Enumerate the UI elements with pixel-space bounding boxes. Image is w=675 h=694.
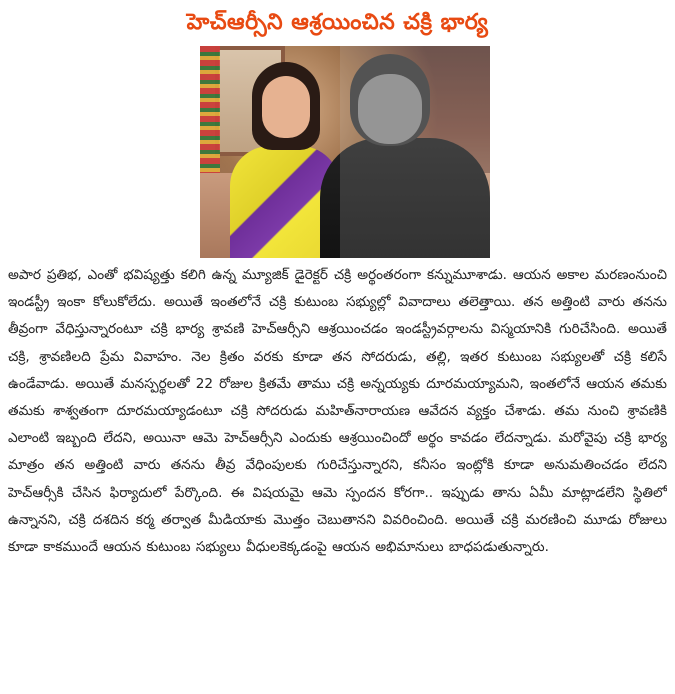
woman-face — [262, 76, 310, 138]
article-body — [8, 262, 667, 690]
headline: హెచ్ఆర్సీని ఆశ్రయించిన చక్రి భార్య — [186, 10, 489, 35]
couple-photo — [200, 46, 490, 258]
headline-bar — [0, 0, 675, 46]
photo-grayscale-half — [340, 46, 490, 258]
article-paragraph: అపార ప్రతిభ, ఎంతో భవిష్యత్తు కలిగి ఉన్న మ్యూజిక్ డైరెక్టర్ చక్రి అర్థంతరంగా కన్నుమూశాడు. ఆయన అకాల మరణంనుంచి ఇండస్ట్రీ ఇంకా కోలుకోలేదు. అయితే ఇంతలోనే చక్రి కుటుంబ సభ్యుల్లో వివాదాలు తలెత్తాయి. తన అత్తింటి వారు తనను తీవ్రంగా వేధిస్తున్నారంటూ చక్రి భార్య శ్రావణి హెచ్ఆర్సీని ఆశ్రయించడం ఇండస్ట్రీవర్గాలను విస్మయానికి గురిచేసింది. అయితే చక్రి, శ్రావణిలది ప్రేమ వివాహం. నెల క్రితం వరకు కూడా తన సోదరుడు, తల్లి, ఇతర కుటుంబ సభ్యులతో చక్రి కలిసే ఉండేవాడు. అయితే మనస్పర్థలతో 22 రోజుల క్రితమే తాము చక్రి అన్నయ్యకు దూరమయ్యామని, ఇంతలోనే ఆయన తమకు తమకు శాశ్వతంగా దూరమయ్యాడంటూ చక్రి సోదరుడు మహిత్‌నారాయణ ఆవేదన వ్యక్తం చేశాడు. తమ నుంచి శ్రావణికి ఎలాంటి ఇబ్బంది లేదని, అయినా ఆమె హెచ్ఆర్సీని ఎందుకు ఆశ్రయించిందో అర్థం కావడం లేదన్నాడు. మరోవైపు చక్రి భార్య మాత్రం తన అత్తింటి వారు తనను తీవ్ర వేధింపులకు గురిచేస్తున్నారని, కనీసం ఇంట్లోకి కూడా అనుమతించడం లేదని హెచ్ఆర్సీకి చేసిన ఫిర్యాదులో పేర్కొంది. ఈ విషయమై ఆమె స్పందన కోరగా.. ఇప్పుడు తాను ఏమీ మాట్లాడలేని స్థితిలో ఉన్నానని, చక్రి దశదిన కర్మ తర్వాత మీడియాకు మొత్తం చెబుతానని వివరించింది. అయితే చక్రి మరణించి మూడు రోజులు కూడా కాకముందే ఆయన కుటుంబ సభ్యులు వీధులకెక్కడంపై ఆయన అభిమానులు బాధపడుతున్నారు. — [8, 267, 667, 556]
